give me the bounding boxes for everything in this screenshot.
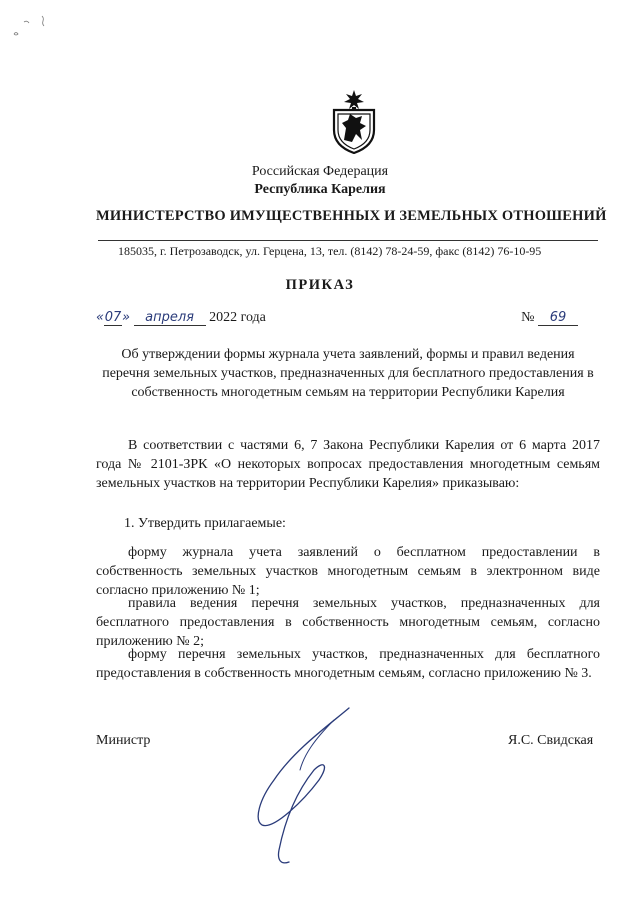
document-date [96, 310, 266, 326]
date-month: апреля [134, 310, 206, 326]
country-name: Российская Федерация [251, 164, 389, 179]
coat-of-arms-emblem [326, 90, 382, 154]
date-close-quote: » [122, 310, 131, 325]
ministry-name: МИНИСТЕРСТВО ИМУЩЕСТВЕННЫХ И ЗЕМЕЛЬНЫХ ОТНОШЕНИЙ [96, 208, 607, 224]
paragraph-item-3: форму перечня земельных участков, предназначенных для бесплатного предоставления в собственность многодетным семьям, согласно приложению № 3. [96, 647, 600, 681]
paragraph-basis: В соответствии с частями 6, 7 Закона Республики Карелия от 6 марта 2017 года № 2101-ЗРК «О некоторых вопросах предоставления многодетным семьям земельных участков на территории Республики Карелия» приказываю: [96, 438, 600, 491]
date-year: 2022 года [209, 310, 266, 325]
signer-position: Министр [96, 733, 151, 748]
header-divider [98, 240, 598, 241]
republic-name: Республика Карелия [254, 182, 386, 197]
scan-marks [8, 12, 58, 42]
date-day: 07 [104, 310, 122, 325]
ministry-address: 185035, г. Петрозаводск, ул. Герцена, 13, тел. (8142) 78-24-59, факс (8142) 76-10-95 [118, 244, 542, 258]
date-open-quote: « [96, 310, 105, 325]
signer-name: Я.С. Свидская [508, 733, 594, 748]
document-type: ПРИКАЗ [285, 277, 355, 293]
number-label: № [521, 310, 535, 325]
date-number-row [96, 310, 596, 330]
paragraph-item-1: форму журнала учета заявлений о бесплатном предоставлении в собственность земельных участков многодетным семьям в электронном виде согласно приложению № 1; [96, 545, 600, 598]
paragraph-approve: 1. Утвердить прилагаемые: [124, 516, 286, 531]
number-value: 69 [538, 310, 578, 326]
document-subject: Об утверждении формы журнала учета заявлений, формы и правил ведения перечня земельных участков, предназначенных для бесплатного предоставления в собственность многодетным семьям на территории Республики Карелия [102, 347, 594, 400]
paragraph-item-2: правила ведения перечня земельных участков, предназначенных для бесплатного предоставления в собственность многодетным семьям, согласно приложению № 2; [96, 596, 600, 649]
document-number [521, 310, 578, 326]
handwritten-signature [234, 700, 374, 870]
